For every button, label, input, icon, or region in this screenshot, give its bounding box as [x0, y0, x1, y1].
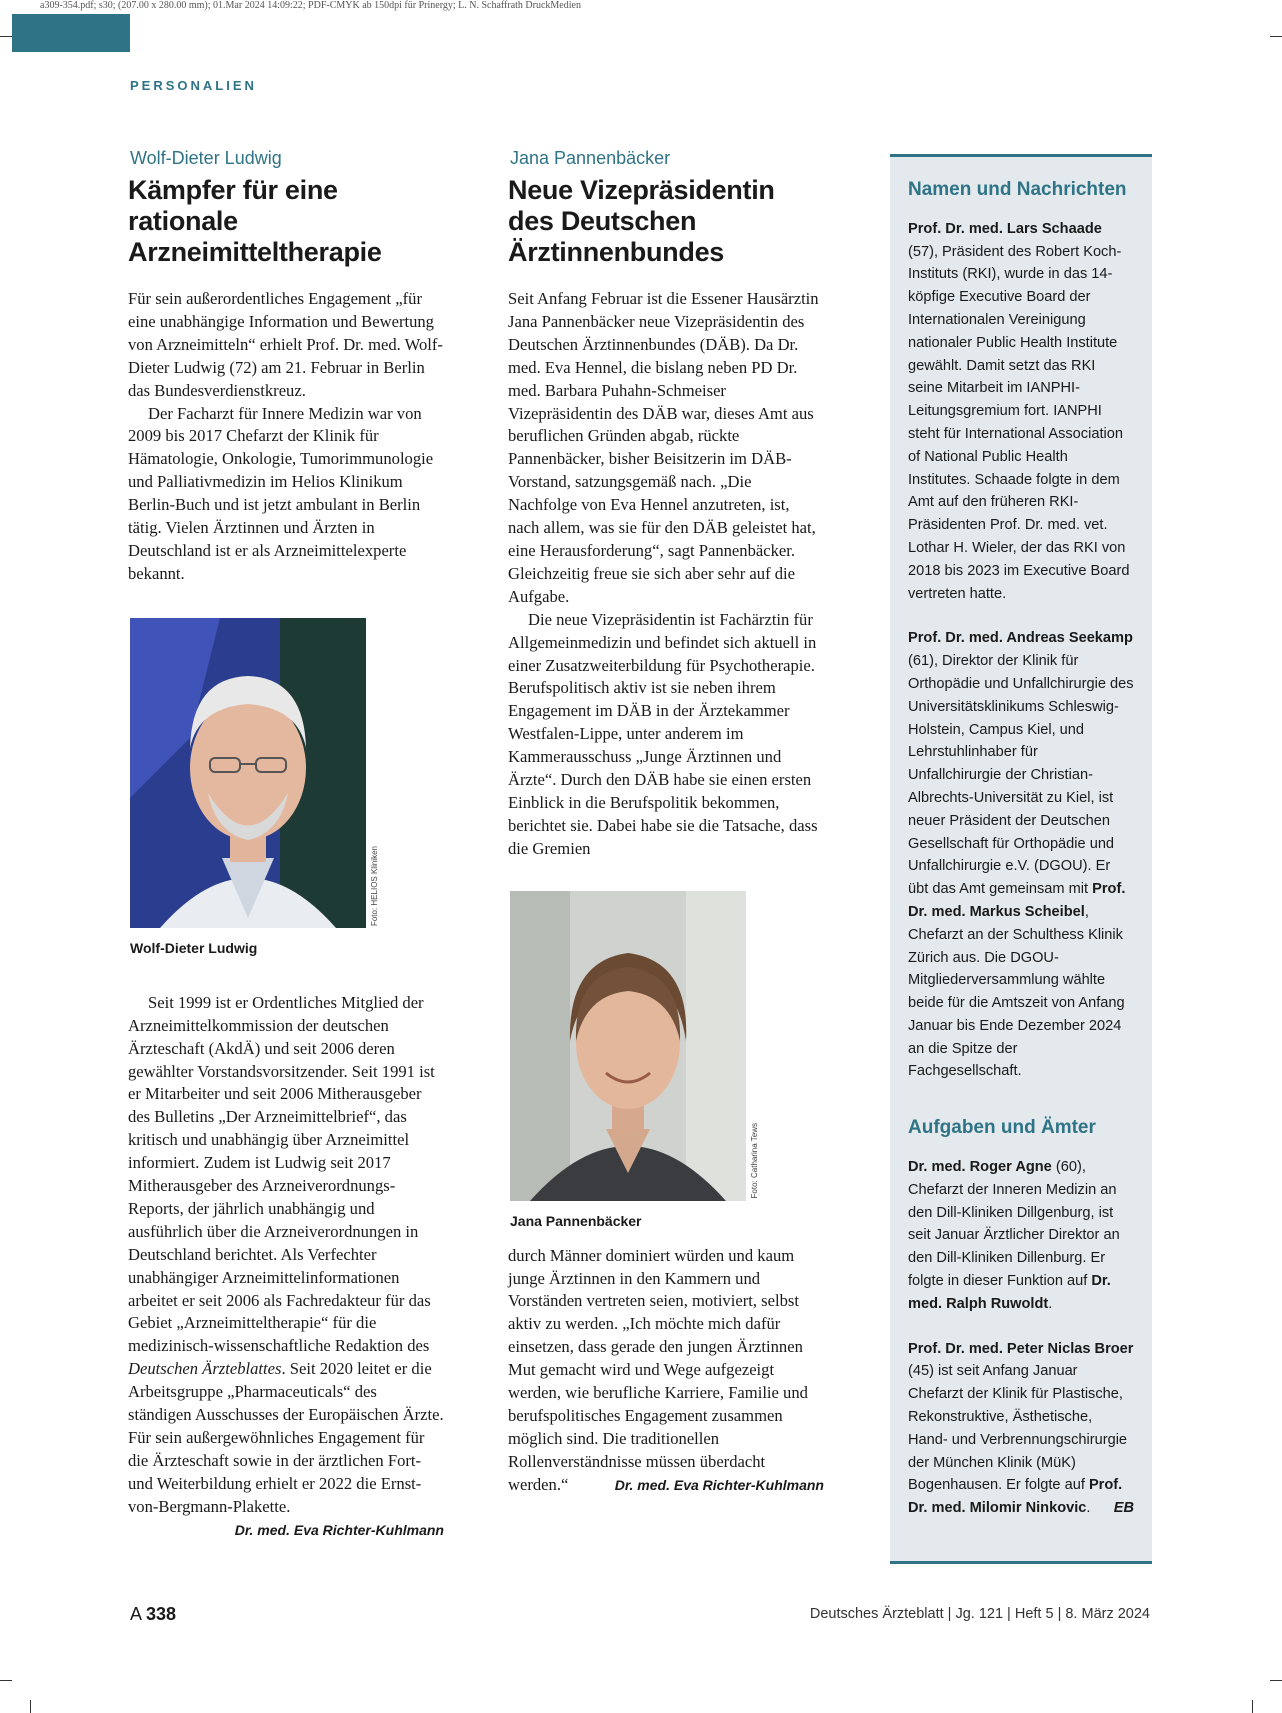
corner-color-block [12, 14, 130, 52]
page-number [130, 1604, 176, 1625]
sidebar-item [908, 218, 1134, 606]
paragraph [128, 992, 444, 1538]
page-number-value: 338 [146, 1604, 177, 1624]
paragraph-text: durch Männer dominiert würden und kaum junge Ärztinnen in den Kammern und Vorständen vertreten seien, motiviert, selbst aktiv zu werden. „Ich möchte mich dafür einsetzen, dass gerade den jungen Ärztinnen Mut gemacht wird und Wege aufgezeigt werden, wie berufliche Karriere, Familie und berufspolitisches Engagement zusammen möglich sind. Die traditionellen Rollenverständnisse müssen überdacht werden.“ [508, 1245, 808, 1494]
person-name: Dr. med. Roger Agne [908, 1159, 1052, 1176]
portrait-photo-ludwig [130, 618, 366, 928]
paragraph [508, 1245, 824, 1497]
portrait-photo-pannenbaecker [510, 891, 746, 1201]
crop-mark [1252, 1700, 1253, 1713]
sidebar-item [908, 1338, 1134, 1520]
paragraph-text: . Seit 2020 leitet er die Arbeitsgruppe „Pharmaceuticals“ des ständigen Ausschusses der Europäischen Ärzte. Für sein außergewöhnliches Engagement für die Ärzteschaft sowie in der ärztlichen Fort- und Weiterbildung erhielt er 2022 die Ernst-von-Bergmann-Plakette. [128, 1359, 444, 1516]
article-body-continued [128, 992, 444, 1538]
article-ludwig [128, 148, 444, 1542]
journal-reference: Deutsches Ärzteblatt | Jg. 121 | Heft 5 | 8. März 2024 [809, 1606, 1150, 1622]
crop-mark [30, 1700, 31, 1713]
crop-mark [1270, 36, 1282, 37]
sidebar-item-text: , Chefarzt an der Schulthess Klinik Zürich aus. Die DGOU-Mitgliederversammlung wählte beide für die Amtszeit von Anfang Januar bis Ende Dezember 2024 an die Spitze der Fachgesellschaft. [908, 903, 1125, 1080]
person-name: Dr. med. Ralph Ruwoldt [908, 1273, 1111, 1312]
photo-caption: Wolf-Dieter Ludwig [130, 939, 258, 956]
paragraph: Die neue Vizepräsidentin ist Fachärztin für Allgemeinmedizin und befindet sich aktuell in einer Zusatzweiterbildung für Psychotherapie. Berufspolitisch aktiv ist sie neben ihrem Engagement im DÄB in der Ärztekammer Westfalen-Lippe, unter anderem im Kammerausschuss „Junge Ärztinnen und Ärzte“. Durch den DÄB habe sie einen ersten Einblick in die Berufspolitik bekommen, berichtet sie. Dabei habe sie die Tatsache, dass die Gremien [508, 609, 818, 858]
news-sidebar [890, 154, 1152, 1564]
publication-name: Deutschen Ärzteblattes [128, 1359, 282, 1379]
person-name: Prof. Dr. med. Milomir Ninkovic [908, 1477, 1123, 1517]
portrait-figure [130, 618, 444, 928]
sidebar-heading: Aufgaben und Ämter [908, 1117, 1096, 1139]
article-body [128, 288, 444, 586]
article-author: Dr. med. Eva Richter-Kuhlmann [614, 1476, 824, 1493]
section-label: PERSONALIEN [130, 78, 257, 93]
person-name: Prof. Dr. med. Markus Scheibel [908, 881, 1126, 920]
page-prefix: A [130, 1604, 142, 1624]
sidebar-item-text: . [1086, 1500, 1091, 1517]
article-headline: Neue Vizepräsidentin des Deutschen Ärztinnenbundes [508, 175, 775, 267]
sidebar-item [908, 1156, 1134, 1316]
photo-caption: Jana Pannenbäcker [510, 1212, 642, 1229]
portrait-figure [510, 891, 824, 1201]
photo-credit: Foto: Catharina Tews [750, 1123, 759, 1199]
sidebar-item-text: (57), Präsident des Robert Koch-Instituts (RKI), wurde in das 14-köpfige Executive Board der Internationalen Vereinigung nationaler Public Health Institute gewählt. Damit setzt das RKI seine Mitarbeit im IANPHI-Leitungsgremium fort. IANPHI steht für International Association of National Public Health Institutes. Schaade folgte in dem Amt auf den früheren RKI-Präsidenten Prof. Dr. med. vet. Lothar H. Wieler, der das RKI von 2018 bis 2023 im Executive Board vertreten hatte. [908, 243, 1130, 602]
crop-mark [1270, 1680, 1282, 1681]
article-author: Dr. med. Eva Richter-Kuhlmann [234, 1521, 444, 1538]
paragraph: Für sein außerordentliches Engagement „für eine unabhängige Information und Bewertung von Arzneimitteln“ erhielt Prof. Dr. med. Wolf-Dieter Ludwig (72) am 21. Februar in Berlin das Bundesverdienstkreuz. [128, 289, 443, 400]
sidebar-item-text: (61), Direktor der Klinik für Orthopädie und Unfallchirurgie des Universitätsklinikums Schleswig-Holstein, Campus Kiel, und Lehrstuhlinhaber für Unfallchirurgie der Christian-Albrechts-Universität zu Kiel, ist neuer Präsident der Deutschen Gesellschaft für Orthopädie und Unfallchirurgie e.V. (DGOU). Er übt das Amt gemeinsam mit [908, 653, 1134, 898]
crop-mark [0, 1680, 12, 1681]
article-body [508, 288, 824, 861]
person-name: Prof. Dr. med. Lars Schaade [908, 220, 1102, 237]
article-kicker-name: Jana Pannenbäcker [510, 148, 671, 168]
article-body-continued [508, 1245, 824, 1497]
sidebar-item-text: (45) ist seit Anfang Januar Chefarzt der Klinik für Plastische, Rekonstruktive, Ästhetische, Hand- und Verbrennungschirurgie der München Klinik (MüK) Bogenhausen. Er folgte auf [908, 1363, 1128, 1494]
person-name: Prof. Dr. med. Andreas Seekamp [908, 630, 1133, 647]
photo-credit: Foto: HELIOS Kliniken [370, 845, 379, 926]
article-headline: Kämpfer für eine rationale Arzneimitteltherapie [128, 175, 382, 267]
sidebar-heading: Namen und Nachrichten [908, 179, 1127, 200]
crop-mark [0, 36, 12, 37]
print-info-line: a309-354.pdf; s30; (207.00 x 280.00 mm); 01.Mar 2024 14:09:22; PDF-CMYK ab 150dpi für Prinergy; L. N. Schaffrath DruckMedien [40, 0, 581, 11]
article-pannenbaecker [508, 148, 824, 1497]
person-name: Prof. Dr. med. Peter Niclas Broer [908, 1340, 1134, 1357]
editor-initials: EB [1113, 1500, 1134, 1517]
paragraph: Der Facharzt für Innere Medizin war von 2009 bis 2017 Chefarzt der Klinik für Hämatologie, Onkologie, Tumorimmunologie und Palliativmedizin im Helios Klinikum Berlin-Buch und ist jetzt ambulant in Berlin tätig. Vielen Ärztinnen und Ärzten in Deutschland ist er als Arzneimittelexperte bekannt. [128, 403, 434, 583]
article-kicker-name: Wolf-Dieter Ludwig [130, 148, 282, 168]
sidebar-item-text: . [1048, 1295, 1053, 1312]
sidebar-item-text: (60), Chefarzt der Inneren Medizin an den Dill-Kliniken Dillgenburg, ist seit Januar Ärztlicher Direktor an den Dill-Kliniken Dillenburg. Er folgte in dieser Funktion auf [908, 1159, 1120, 1290]
sidebar-item [908, 627, 1134, 1083]
paragraph: Seit Anfang Februar ist die Essener Hausärztin Jana Pannenbäcker neue Vizepräsidentin des Deutschen Ärztinnenbundes (DÄB). Da Dr. med. Eva Hennel, die bislang neben PD Dr. med. Barbara Puhahn-Schmeiser Vizepräsidentin des DÄB war, dieses Amt aus beruflichen Gründen abgab, rückte Pannenbäcker, bisher Beisitzerin im DÄB-Vorstand, satzungsgemäß nach. „Die Nachfolge von Eva Hennel anzutreten, ist, nach allem, was sie für den DÄB geleistet hat, eine Herausforderung“, sagt Pannenbäcker. Gleichzeitig freue sie sich aber sehr auf die Aufgabe. [508, 289, 819, 606]
paragraph-text: Seit 1999 ist er Ordentliches Mitglied der Arzneimittelkommission der deutschen Ärzteschaft (AkdÄ) und seit 2006 deren gewählter Vorstandsvorsitzender. Seit 1991 ist er Mitarbeiter und seit 2006 Mitherausgeber des Bulletins „Der Arzneimittelbrief“, das kritisch und unabhängig über Arzneimittel informiert. Zudem ist Ludwig seit 2017 Mitherausgeber des Arzneiverordnungs-Reports, der jährlich unabhängig und ausführlich über die Arzneiverordnungen in Deutschland berichtet. Als Verfechter unabhängiger Arzneimittelinformationen arbeitet er seit 2006 als Fachredakteur für das Gebiet „Arzneimitteltherapie“ für die medizinisch-wissenschaftliche Redaktion des [128, 992, 435, 1356]
